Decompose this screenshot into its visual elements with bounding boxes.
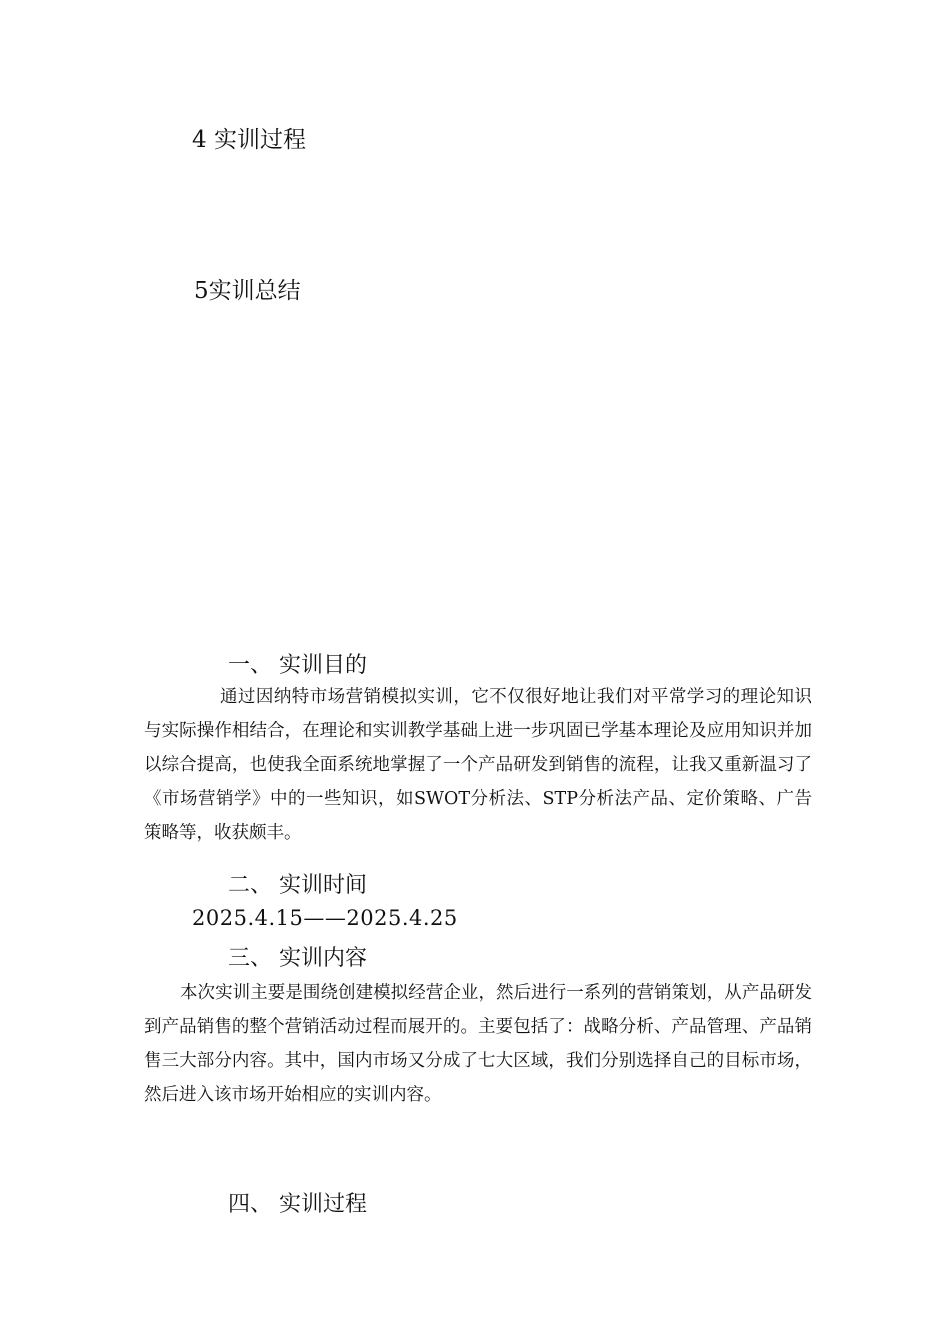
- heading-training-summary-numbered: 5实训总结: [194, 278, 301, 304]
- heading-training-process-numbered: 4 实训过程: [192, 127, 306, 153]
- section-title-content: 三、 实训内容: [228, 946, 367, 971]
- training-date-range: 2025.4.15——2025.4.25: [192, 906, 458, 930]
- section-title-purpose: 一、 实训目的: [228, 653, 367, 678]
- content-paragraph: 本次实训主要是围绕创建模拟经营企业，然后进行一系列的营销策划，从产品研发到产品销售的整个营销活动过程而展开的。主要包括了：战略分析、产品管理、产品销售三大部分内容。其中，国内市场又分成了七大区域，我们分别选择自己的目标市场，然后进入该市场开始相应的实训内容。: [144, 983, 812, 1105]
- purpose-paragraph: 通过因纳特市场营销模拟实训，它不仅很好地让我们对平常学习的理论知识与实际操作相结合，在理论和实训教学基础上进一步巩固已学基本理论及应用知识并加以综合提高，也使我全面系统地掌握了一个产品研发到销售的流程，让我又重新温习了《市场营销学》中的一些知识，如SWOT分析法、STP分析法产品、定价策略、广告策略等，收获颇丰。: [144, 687, 812, 843]
- section-title-process: 四、 实训过程: [228, 1192, 367, 1217]
- section-title-time: 二、 实训时间: [228, 873, 367, 898]
